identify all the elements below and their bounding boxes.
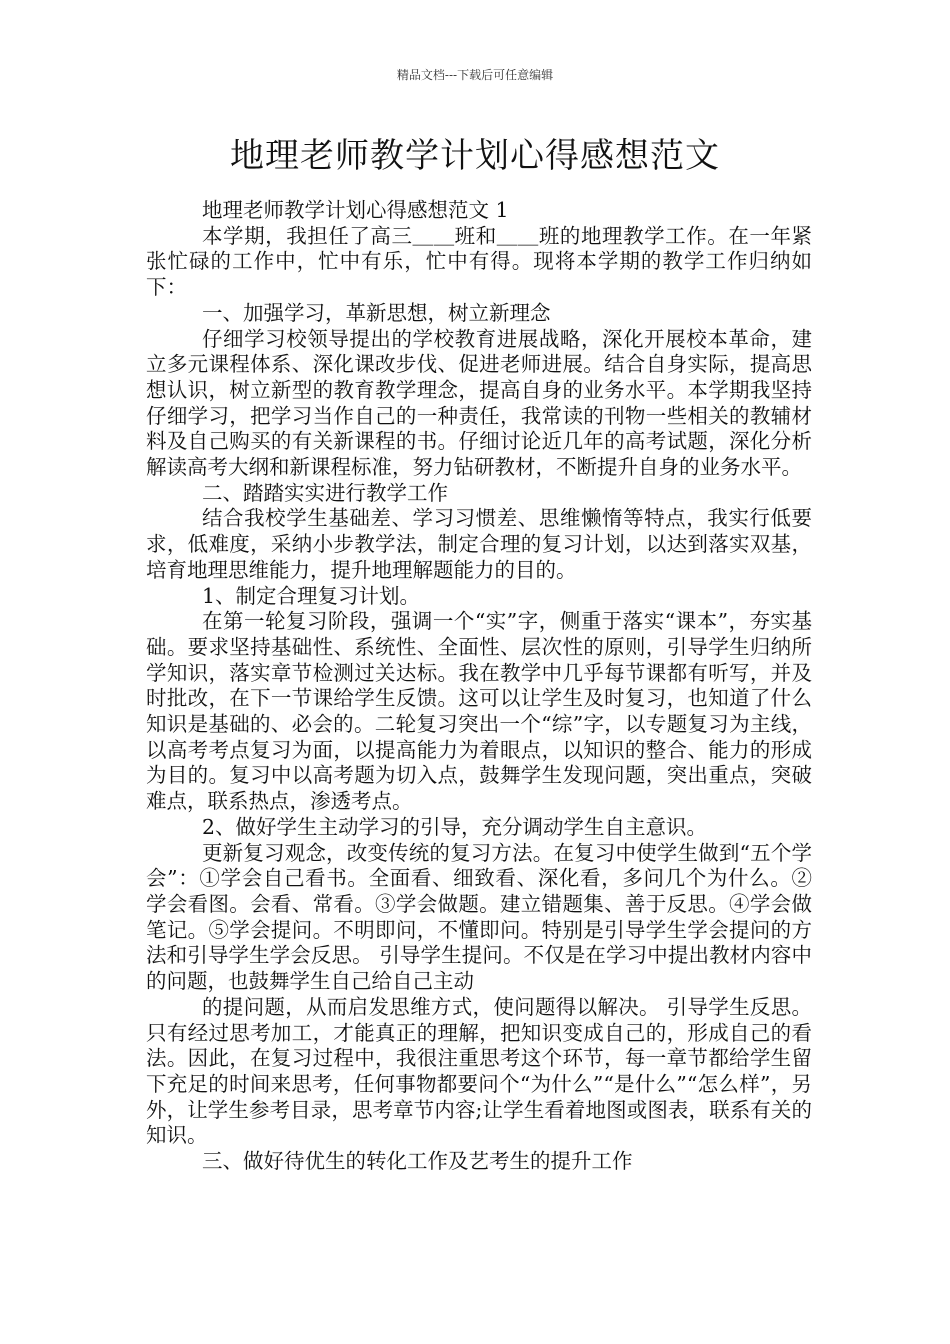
document-body <box>146 198 812 1175</box>
subsection-1-paragraph: 在第一轮复习阶段，强调一个“实”字，侧重于落实“课本”，夯实基础。要求坚持基础性、系统性、全面性、层次性的原则，引导学生归纳所学知识，落实章节检测过关达标。我在教学中几乎每节课都有听写，并及时批改，在下一节课给学生反馈。这可以让学生及时复习，也知道了什么知识是基础的、必会的。二轮复习突出一个“综”字，以专题复习为主线，以高考考点复习为面，以提高能力为着眼点，以知识的整合、能力的形成为目的。复习中以高考题为切入点，鼓舞学生发现问题，突出重点，突破难点，联系热点，渗透考点。 <box>146 609 812 814</box>
section-1-paragraph: 仔细学习校领导提出的学校教育进展战略，深化开展校本革命，建立多元课程体系、深化课改步伐、促进老师进展。结合自身实际，提高思想认识，树立新型的教育教学理念，提高自身的业务水平。本学期我坚持仔细学习，把学习当作自己的一种责任，我常读的刊物一些相关的教辅材料及自己购买的有关新课程的书。仔细讨论近几年的高考试题，深化分析解读高考大纲和新课程标准，努力钻研教材，不断提升自身的业务水平。 <box>146 326 812 480</box>
subsection-2-paragraph: 更新复习观念，改变传统的复习方法。在复习中使学生做到“五个学会”：①学会自己看书。全面看、细致看、深化看，多问几个为什么。②学会看图。会看、常看。③学会做题。建立错题集、善于反思。④学会做笔记。⑤学会提问。不明即问，不懂即问。特别是引导学生学会提问的方法和引导学生学会反思。 引导学生提问。不仅是在学习中提出教材内容中的问题，也鼓舞学生自己给自己主动 <box>146 840 812 994</box>
page-header-note: 精品文档---下载后可任意编辑 <box>396 68 554 82</box>
intro-paragraph: 本学期，我担任了高三＿＿班和＿＿班的地理教学工作。在一年紧张忙碌的工作中，忙中有乐，忙中有得。现将本学期的教学工作归纳如下： <box>146 223 812 300</box>
section-heading-3: 三、做好待优生的转化工作及艺考生的提升工作 <box>202 1149 633 1174</box>
section-heading-1: 一、加强学习，革新思想，树立新理念 <box>202 300 551 325</box>
section-2-paragraph: 结合我校学生基础差、学习习惯差、思维懒惰等特点，我实行低要求，低难度，采纳小步教学法，制定合理的复习计划，以达到落实双基，培育地理思维能力，提升地理解题能力的目的。 <box>146 506 812 582</box>
section-heading-2: 二、踏踏实实进行教学工作 <box>202 480 448 505</box>
subsection-heading-2: 2、做好学生主动学习的引导，充分调动学生自主意识。 <box>202 814 708 839</box>
document-title: 地理老师教学计划心得感想范文 <box>230 136 720 176</box>
subtitle-paragraph: 地理老师教学计划心得感想范文 1 <box>202 198 509 222</box>
subsection-heading-1: 1、制定合理复习计划。 <box>202 583 421 608</box>
subsection-2-continuation: 的提问题，从而启发思维方式，使问题得以解决。 引导学生反思。只有经过思考加工，才能真正的理解，把知识变成自己的，形成自己的看法。因此，在复习过程中，我很注重思考这个环节，每一章节都给学生留下充足的时间来思考，任何事物都要问个“为什么”“是什么”“怎么样”，另外，让学生参考目录，思考章节内容;让学生看着地图或图表，联系有关的知识。 <box>146 994 812 1148</box>
